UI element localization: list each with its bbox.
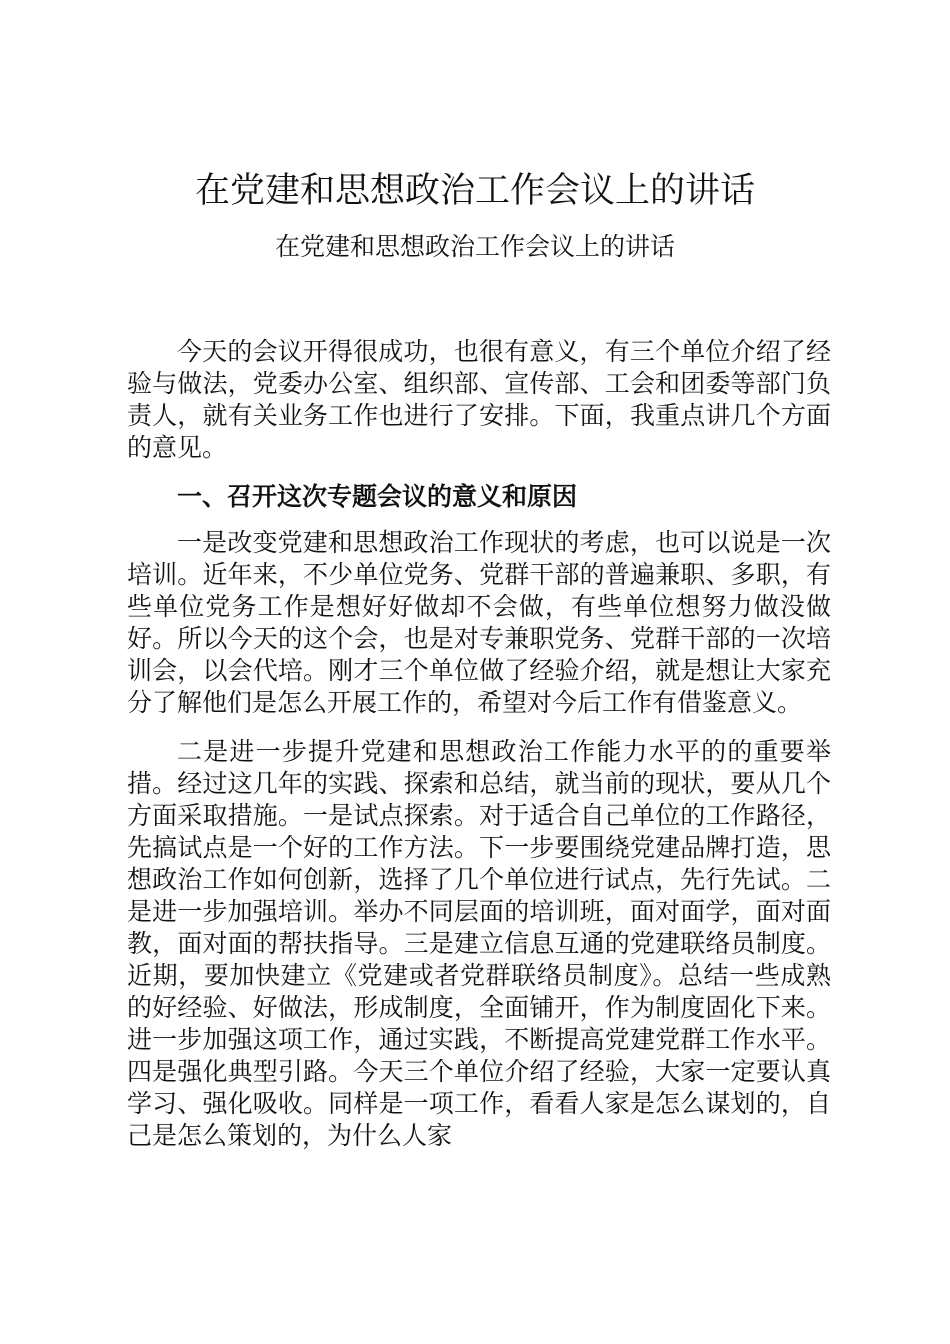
section-heading-1: 一、召开这次专题会议的意义和原因: [177, 482, 578, 511]
paragraph-1: 一是改变党建和思想政治工作现状的考虑，也可以说是一次培训。近年来，不少单位党务、党群干部的普遍兼职、多职，有些单位党务工作是想好好做却不会做，有些单位想努力做没做好。所以今天的这个会，也是对专兼职党务、党群干部的一次培训会，以会代培。刚才三个单位做了经验介绍，就是想让大家充分了解他们是怎么开展工作的，希望对今后工作有借鉴意义。: [127, 528, 831, 717]
paragraph-intro: 今天的会议开得很成功，也很有意义，有三个单位介绍了经验与做法，党委办公室、组织部、宣传部、工会和团委等部门负责人，就有关业务工作也进行了安排。下面，我重点讲几个方面的意见。: [127, 337, 831, 462]
paragraph-2: 二是进一步提升党建和思想政治工作能力水平的的重要举措。经过这几年的实践、探索和总结，就当前的现状，要从几个方面采取措施。一是试点探索。对于适合自己单位的工作路径，先搞试点是一个好的工作方法。下一步要围绕党建品牌打造，思想政治工作如何创新，选择了几个单位进行试点，先行先试。二是进一步加强培训。举办不同层面的培训班，面对面学，面对面教，面对面的帮扶指导。三是建立信息互通的党建联络员制度。近期，要加快建立《党建或者党群联络员制度》。总结一些成熟的好经验、好做法，形成制度，全面铺开，作为制度固化下来。进一步加强这项工作，通过实践，不断提高党建党群工作水平。四是强化典型引路。今天三个单位介绍了经验，大家一定要认真学习、强化吸收。同样是一项工作，看看人家是怎么谋划的，自己是怎么策划的，为什么人家: [127, 737, 831, 1150]
document-subtitle: 在党建和思想政治工作会议上的讲话: [274, 232, 675, 261]
document-title: 在党建和思想政治工作会议上的讲话: [194, 171, 755, 211]
document-body: [127, 336, 831, 1169]
